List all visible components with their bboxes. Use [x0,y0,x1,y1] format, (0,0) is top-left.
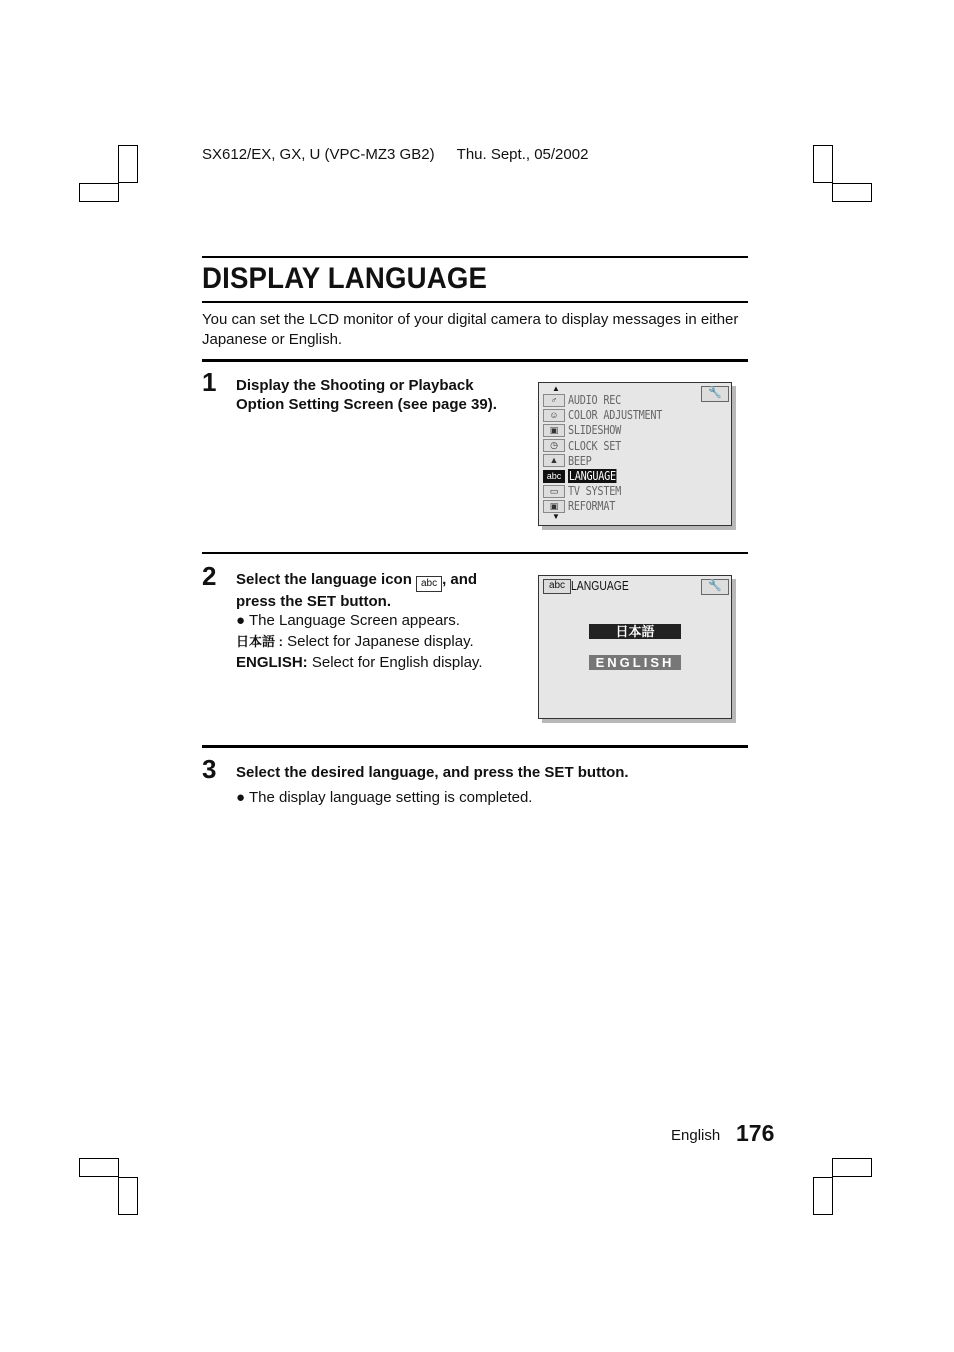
language-icon: abc [543,579,571,594]
crop-mark [79,1158,119,1177]
mic-icon: ♂ [543,394,565,407]
wrench-icon: 🔧 [701,386,729,402]
def-desc-japanese: Select for Japanese display. [287,633,474,650]
step-1-line1: Display the Shooting or Playback [236,377,474,394]
step-1-number: 1 [202,367,217,397]
clock-icon: ◷ [543,439,565,452]
language-screen [538,575,732,719]
menu-item-label: TV SYSTEM [568,484,621,499]
step-1-line2: Option Setting Screen (see page 39). [236,396,497,413]
menu-item-label: SLIDESHOW [568,423,621,438]
language-icon: abc [543,470,565,483]
step-3-bullet [236,787,532,808]
scroll-up-arrow-icon: ▲ [552,384,560,393]
footer-language: English [671,1127,721,1144]
menu-item-language[interactable] [543,469,625,483]
menu-item-label: CLOCK SET [568,438,621,453]
step-3-bullet-text: The display language setting is completed. [248,789,533,806]
step-2-suffix: , and [442,571,478,588]
tv-icon: ▭ [543,485,565,498]
step-2-rule [202,552,748,554]
definition-japanese [236,631,482,652]
step-2-bullet-text: The Language Screen appears. [248,612,460,629]
step-1-text [236,376,497,414]
menu-item-clock-set[interactable] [543,439,630,453]
def-desc-english: Select for English display. [311,654,483,671]
menu-item-label: AUDIO REC [568,393,621,407]
def-term-japanese: 日本語 : [236,634,283,649]
option-japanese[interactable]: 日本語 [589,624,681,639]
step-2-line1 [236,570,477,592]
page-title: DISPLAY LANGUAGE [202,262,488,295]
step-3-rule [202,745,748,748]
menu-item-beep[interactable] [543,454,596,468]
doc-id: SX612/EX, GX, U (VPC-MZ3 GB2) [202,146,435,163]
menu-item-label: REFORMAT [568,499,616,514]
menu-item-label: BEEP [568,453,592,468]
step-2-text [236,570,477,611]
palette-icon: ☺ [543,409,565,422]
bullet-icon: ● [236,789,246,806]
slideshow-icon: ▣ [543,424,565,437]
step-2-details [236,610,482,673]
language-screen-title: LANGUAGE [571,578,629,593]
crop-mark [813,1177,833,1215]
bullet-icon: ● [236,612,246,629]
title-bottom-rule [202,301,748,303]
language-icon: abc [416,576,442,592]
scroll-down-arrow-icon: ▼ [552,512,560,521]
step-3-number: 3 [202,754,217,784]
title-top-rule [202,256,748,258]
wrench-icon: 🔧 [701,579,729,595]
crop-mark [832,183,872,202]
crop-mark [813,145,833,183]
menu-item-tv-system[interactable] [543,484,630,498]
crop-mark [832,1158,872,1177]
step-2-line2: press the SET button. [236,593,392,610]
menu-item-color-adjustment[interactable] [543,408,679,422]
step-2-number: 2 [202,561,217,591]
menu-item-label: COLOR ADJUSTMENT [568,408,663,423]
menu-item-audio-rec[interactable] [543,393,630,407]
crop-mark [79,183,119,202]
option-setting-screen [538,382,732,526]
intro-paragraph: You can set the LCD monitor of your digital camera to display messages in either Japanese or English. [202,311,739,348]
step-3-text: Select the desired language, and press the SET button. [236,764,629,781]
doc-date: Thu. Sept., 05/2002 [456,146,589,163]
document-header [202,146,588,163]
page-number: 176 [736,1120,775,1146]
step-2-bullet [236,610,482,631]
menu-item-slideshow[interactable] [543,423,630,437]
crop-mark [118,1177,138,1215]
card-icon: ▣ [543,500,565,513]
step-2-prefix: Select the language icon [236,571,412,588]
option-english[interactable]: ENGLISH [589,655,681,670]
def-term-english: ENGLISH: [236,654,308,671]
definition-english [236,652,482,673]
step-1-rule [202,359,748,362]
menu-item-label: LANGUAGE [568,469,616,483]
bell-icon: ▲ [543,454,565,467]
crop-mark [118,145,138,183]
